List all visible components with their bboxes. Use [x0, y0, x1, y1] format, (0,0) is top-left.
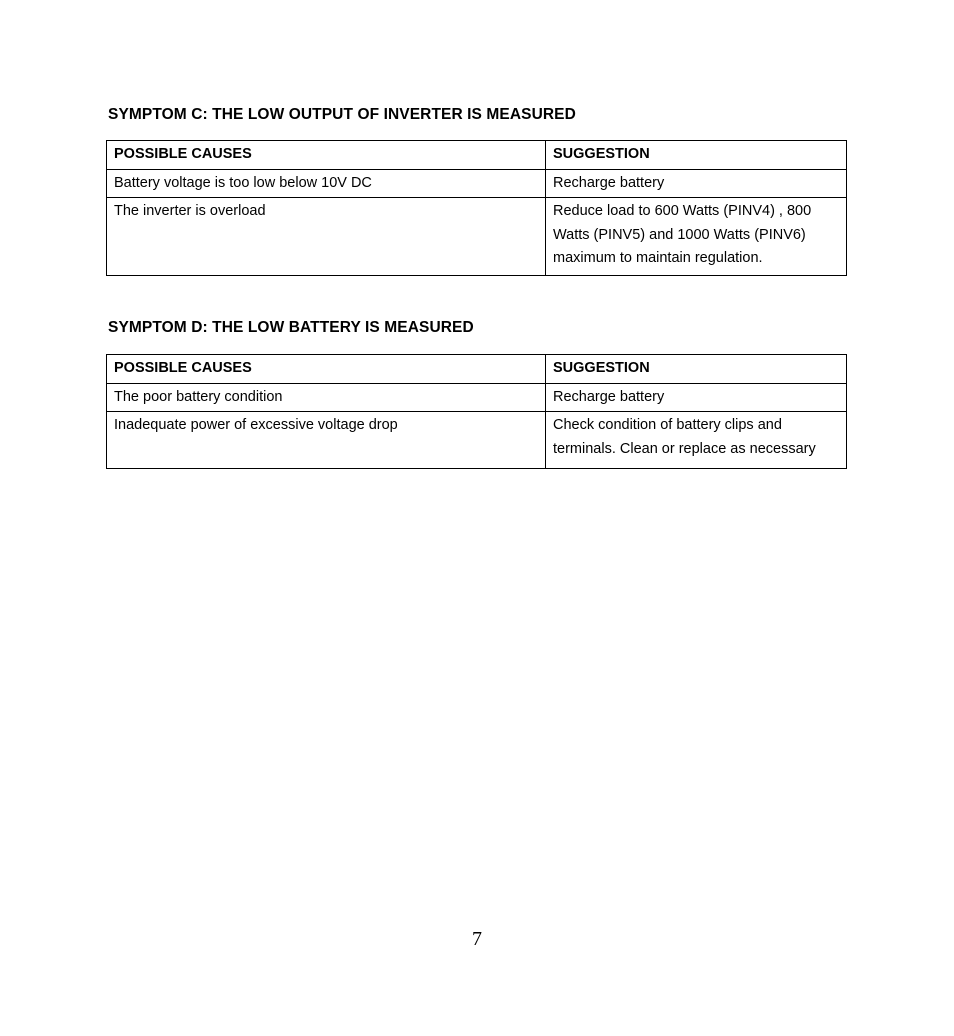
cause-cell: The inverter is overload [107, 198, 546, 276]
suggestion-cell: Recharge battery [546, 169, 847, 198]
cause-cell: Inadequate power of excessive voltage drop [107, 412, 546, 469]
symptom-d-heading: SYMPTOM D: THE LOW BATTERY IS MEASURED [108, 319, 474, 336]
column-header-causes: POSSIBLE CAUSES [107, 355, 546, 384]
symptom-d-table [106, 354, 847, 469]
table-header-row [107, 355, 847, 384]
cause-cell: Battery voltage is too low below 10V DC [107, 169, 546, 198]
symptom-c-section [106, 105, 846, 276]
suggestion-cell: Recharge battery [546, 383, 847, 412]
symptom-c-heading: SYMPTOM C: THE LOW OUTPUT OF INVERTER IS MEASURED [108, 106, 576, 123]
column-header-suggestion: SUGGESTION [546, 355, 847, 384]
table-header-row [107, 141, 847, 170]
table-row [107, 169, 847, 198]
table-row [107, 383, 847, 412]
suggestion-cell: Reduce load to 600 Watts (PINV4) , 800 Watts (PINV5) and 1000 Watts (PINV6) maximum to maintain regulation. [546, 198, 847, 276]
page-number: 7 [472, 928, 482, 950]
table-row [107, 412, 847, 469]
suggestion-cell: Check condition of battery clips and terminals. Clean or replace as necessary [546, 412, 847, 469]
symptom-c-table [106, 140, 847, 276]
table-row [107, 198, 847, 276]
cause-cell: The poor battery condition [107, 383, 546, 412]
symptom-d-section [106, 318, 846, 469]
column-header-suggestion: SUGGESTION [546, 141, 847, 170]
column-header-causes: POSSIBLE CAUSES [107, 141, 546, 170]
